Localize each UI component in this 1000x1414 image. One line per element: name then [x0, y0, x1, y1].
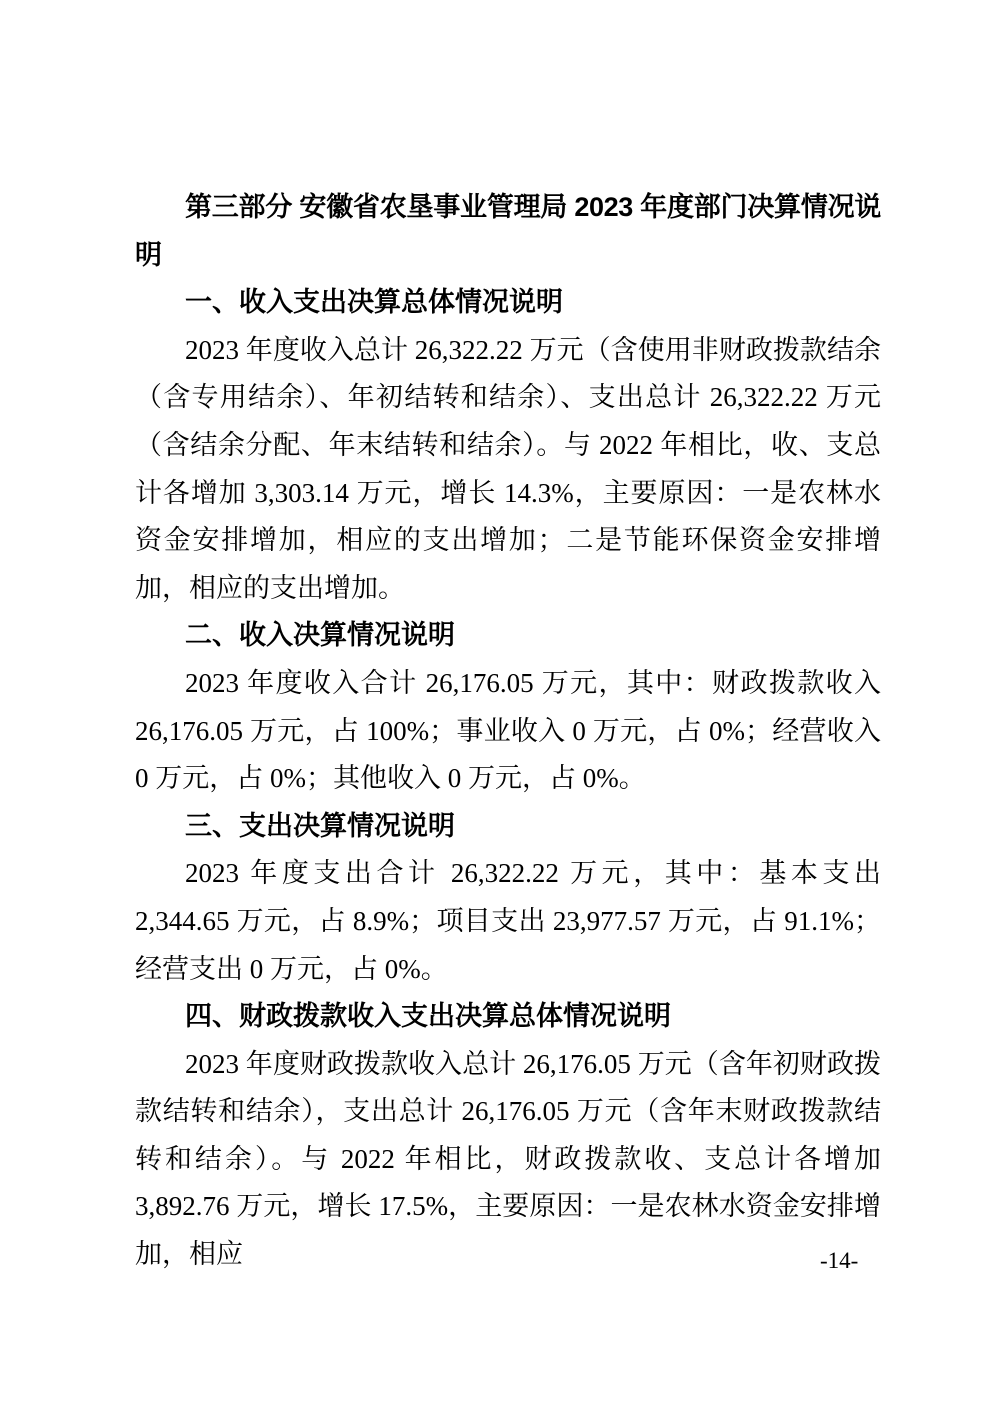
section-paragraph-fiscal-appropriation-overview: 2023 年度财政拨款收入总计 26,176.05 万元（含年初财政拨款结转和结余），支出总计 26,176.05 万元（含年末财政拨款结转和结余）。与 2022 年相比，财政拨款收、支总计各增加 3,892.76 万元，增长 17.5%，主要原因：一是农林水资金安排增加，相应 — [135, 1048, 881, 1270]
section-paragraph-income-accounts: 2023 年度收入合计 26,176.05 万元，其中：财政拨款收入 26,176.05 万元，占 100%；事业收入 0 万元，占 0%；经营收入 0 万元，占 0%；其他收入 0 万元，占 0%。 — [135, 667, 881, 794]
document-content — [135, 184, 881, 1279]
page-number: -14- — [820, 1248, 859, 1273]
section-heading-income-expenditure-overview: 一、收入支出决算总体情况说明 — [185, 287, 563, 318]
section-paragraph-income-expenditure-overview: 2023 年度收入总计 26,322.22 万元（含使用非财政拨款结余（含专用结余）、年初结转和结余）、支出总计 26,322.22 万元（含结余分配、年末结转和结余）。与 2022 年相比，收、支总计各增加 3,303.14 万元，增长 14.3%，主要原因：一是农林水资金安排增加，相应的支出增加；二是节能环保资金安排增加，相应的支出增加。 — [135, 334, 881, 603]
section-paragraph-expenditure-accounts: 2023 年度支出合计 26,322.22 万元，其中：基本支出 2,344.65 万元，占 8.9%；项目支出 23,977.57 万元，占 91.1%；经营支出 0 万元，占 0%。 — [135, 858, 881, 984]
section-heading-fiscal-appropriation-overview: 四、财政拨款收入支出决算总体情况说明 — [185, 1001, 671, 1032]
section-heading-income-accounts: 二、收入决算情况说明 — [185, 620, 455, 651]
document-title: 第三部分 安徽省农垦事业管理局 2023 年度部门决算情况说明 — [135, 192, 881, 270]
section-heading-expenditure-accounts: 三、支出决算情况说明 — [185, 810, 455, 841]
